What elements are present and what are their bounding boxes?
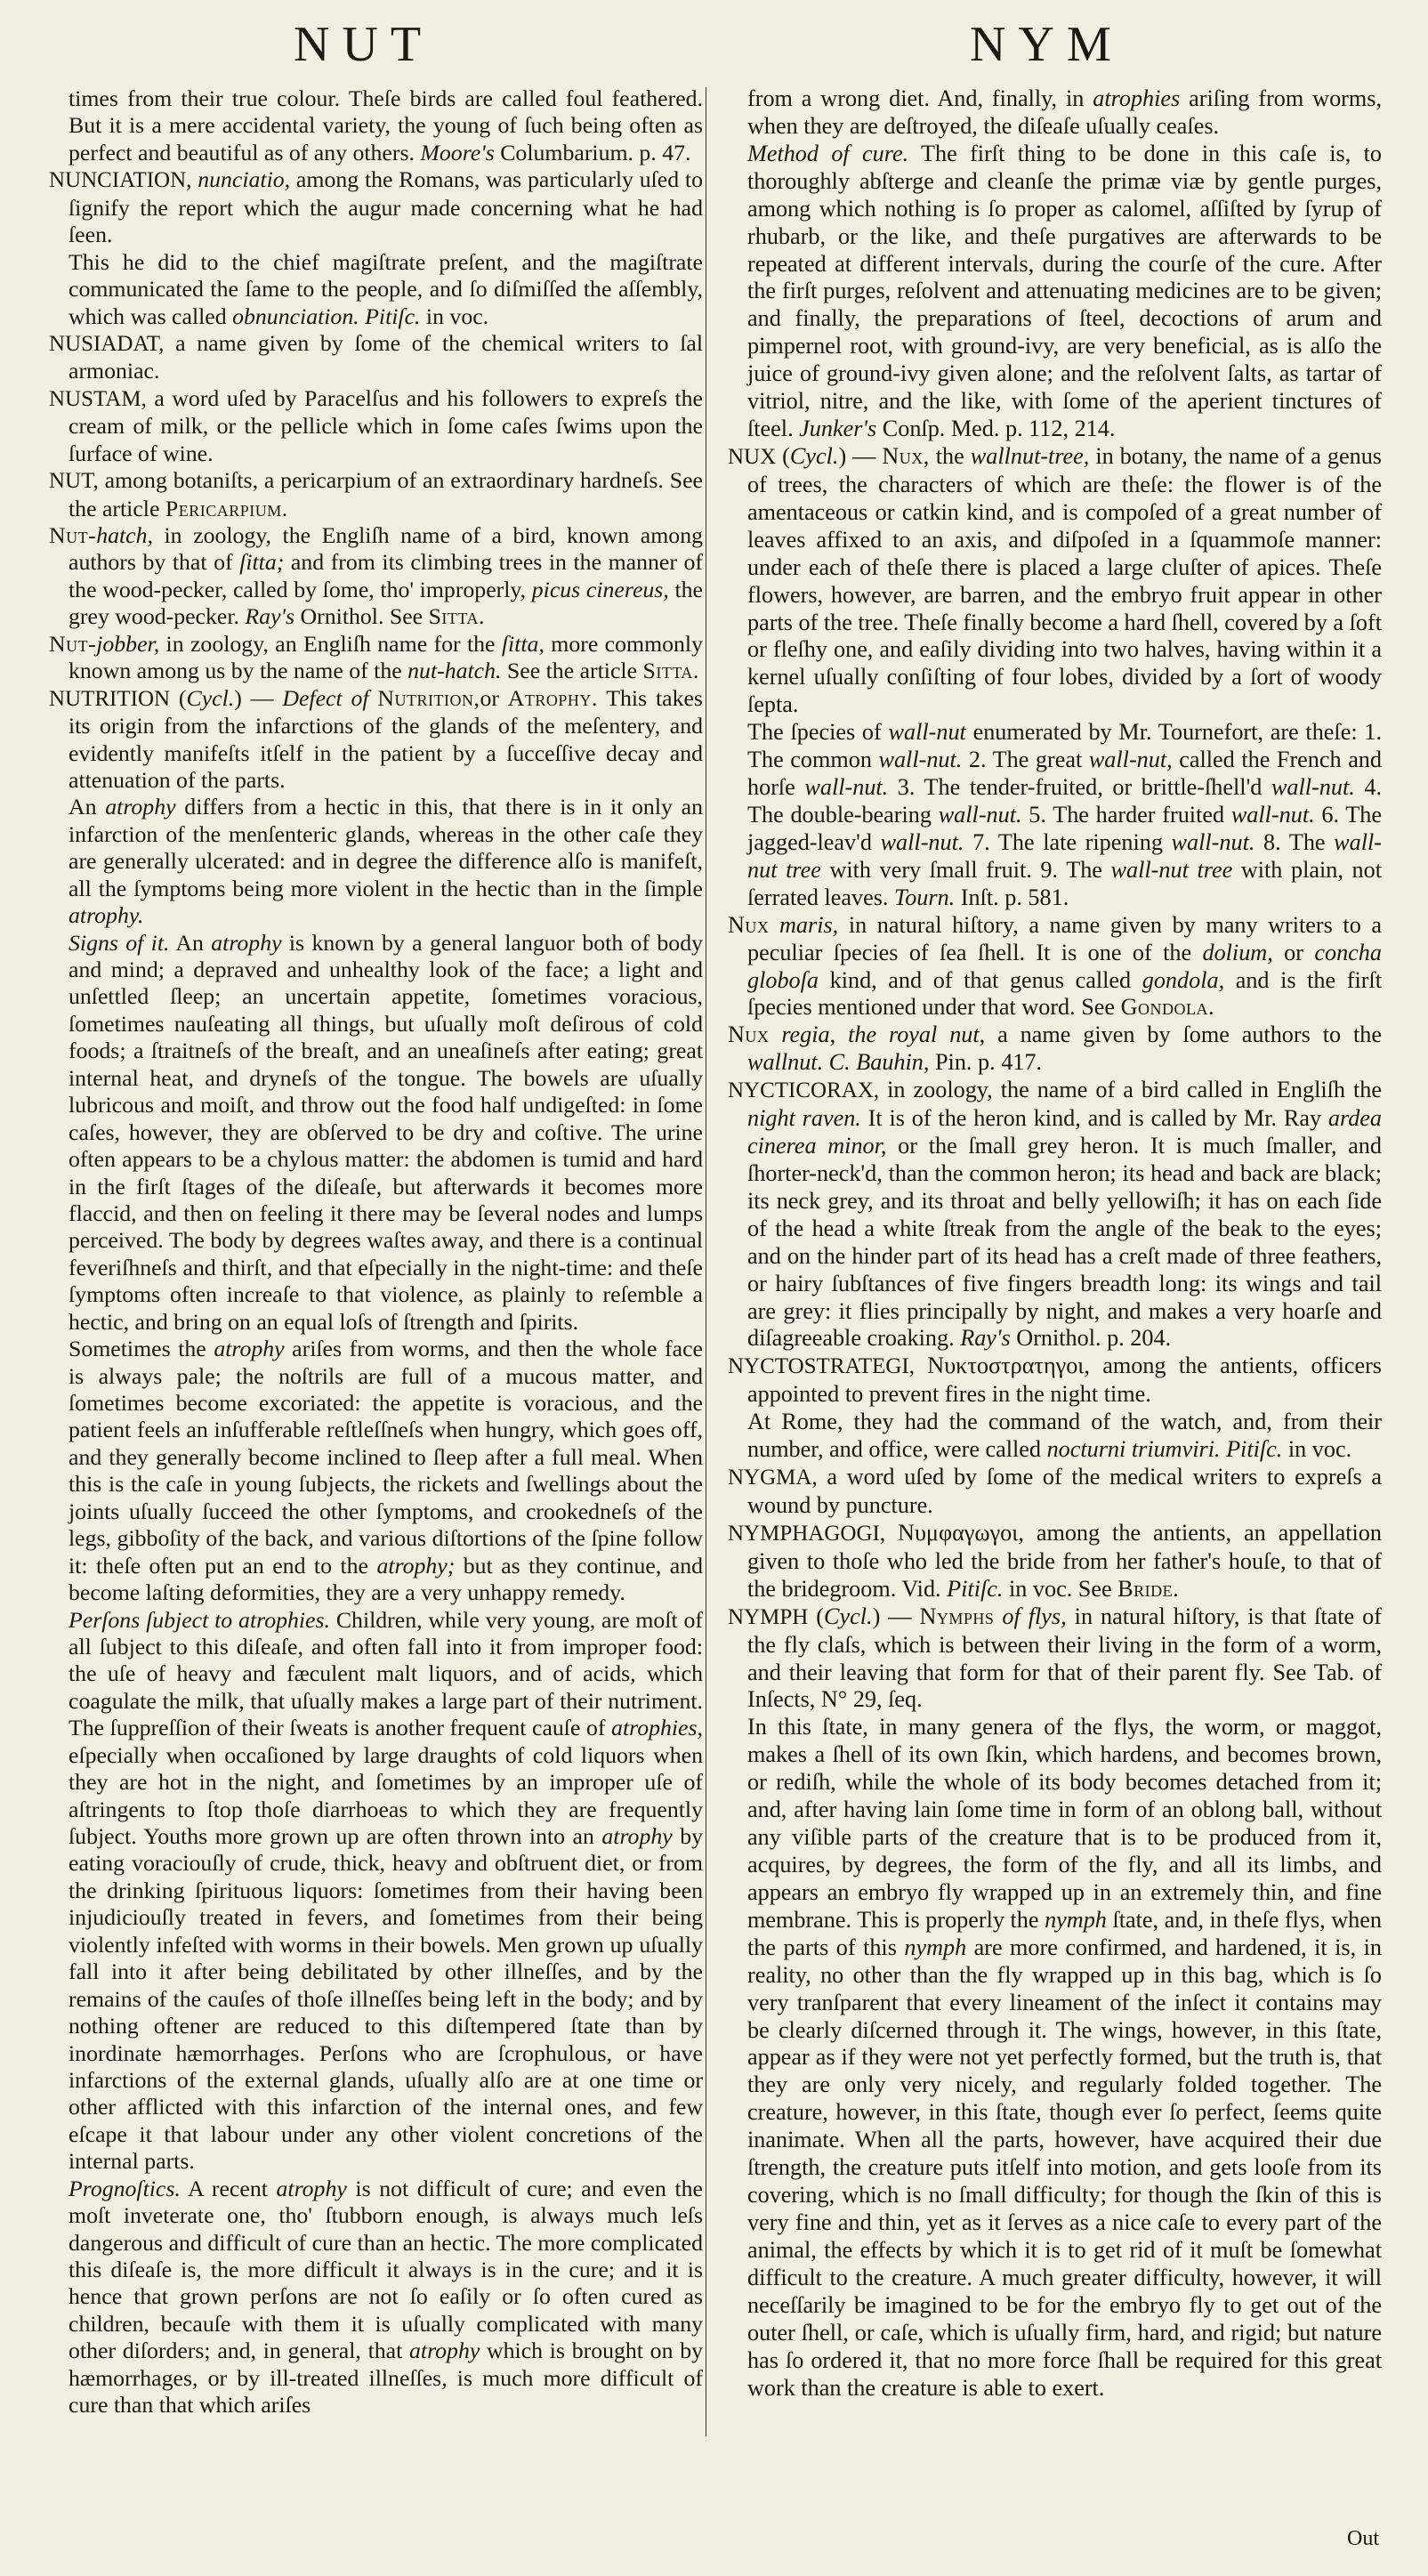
text-run: Nux, xyxy=(882,442,930,469)
text-run: a name given by ſome of the chemical writers to ſal armoniac. xyxy=(69,329,703,384)
text-run: in botany, the name of a genus of trees, the characters of which are theſe: the flower is of the amentaceous or catkin kind, and is compoſed of a great number of leaves affixed to an axis, and diſpoſed in a ſquammoſe manner: under each of theſe there is placed a large cluſter of apices. Theſe flowers, however, are barren, and the embryo fruit appear in other parts of the tree. Theſe finally become a hard ſhell, covered by a ſoft or fleſhy one, and eaſily dividing into two halves, having within it a kernel uſually conſiſting of four lobes, divided by a ſort of woody ſepta. xyxy=(747,442,1382,718)
text-run: ( xyxy=(808,1603,825,1629)
text-run xyxy=(769,912,779,938)
text-run: atrophy xyxy=(211,929,282,956)
text-run: times from their true colour. Theſe birds are called foul feathered. But it is a mere accidental variety, the young of ſuch being often as perfect and beautiful as of any others. xyxy=(69,85,703,166)
text-run: eſpecially when occaſioned by large draughts of cold liquors when they are hot in the night, and ſometimes by an improper uſe of aſtringents to ſtop thoſe diarrhoeas to which they are frequently ſubject. Youths more grown up are often thrown into an xyxy=(69,1741,703,1849)
dictionary-entry xyxy=(49,166,703,248)
text-run: 7. The late ripening xyxy=(964,828,1172,855)
text-run: Method of cure. xyxy=(747,140,909,166)
text-run: a word uſed by Paracelſus and his followers to expreſs the cream of milk, or the pellicle which in ſome caſes ſwims upon the ſurface of wine. xyxy=(69,384,703,466)
text-run: This he did to the chief magiſtrate preſent, and the magiſtrate communicated the ſame to the people, and ſo diſmiſſed the aſſembly, which was called xyxy=(69,248,703,329)
text-run: more commonly known among us by the name of the xyxy=(69,630,703,684)
entry-paragraph xyxy=(728,719,1382,911)
text-run: wall-nut. xyxy=(880,828,964,855)
text-run: maris, xyxy=(779,911,839,938)
text-run: ( xyxy=(170,684,187,711)
text-run: An xyxy=(169,929,212,956)
entry-paragraph xyxy=(49,794,703,929)
text-run: atrophy xyxy=(276,2175,347,2201)
text-run: atrophies, xyxy=(611,1715,703,1741)
text-run: a name given by ſome authors to the xyxy=(985,1022,1382,1048)
text-run: or xyxy=(1272,939,1315,965)
text-run: Defect of xyxy=(282,684,369,711)
text-run: Columbarium. p. 47. xyxy=(494,139,691,166)
text-run: Cycl. xyxy=(789,442,839,469)
entry-headword: NUX xyxy=(728,444,777,469)
text-run: atrophy xyxy=(105,794,176,820)
text-run: Pitiſc. xyxy=(365,303,421,329)
text-run: ) — xyxy=(872,1603,920,1629)
text-run: 2. The great xyxy=(962,747,1089,773)
entry-headword: NYMPHAGOGI, xyxy=(728,1521,886,1546)
text-run: nymph xyxy=(1045,1906,1107,1933)
text-run: a word uſed by ſome of the medical writers to expreſs a wound by puncture. xyxy=(747,1464,1382,1519)
dictionary-entry xyxy=(728,1022,1382,1077)
text-run: atrophy xyxy=(214,1336,285,1362)
text-run: Νυκτοστρατηγοι, among the antients, officers appointed to prevent fires in the night time. xyxy=(747,1353,1382,1408)
entry-paragraph xyxy=(728,1409,1382,1464)
text-run: A recent xyxy=(180,2175,277,2201)
text-run: of flys, xyxy=(1002,1603,1067,1629)
text-run: ) — xyxy=(838,442,883,469)
text-run: Pitiſc. xyxy=(947,1575,1004,1602)
dictionary-entry xyxy=(49,631,703,685)
text-run: the xyxy=(929,442,971,469)
text-run: ) — xyxy=(234,684,283,711)
text-run: regia, the royal nut, xyxy=(781,1022,986,1048)
text-run: 6. The jagged-leav'd xyxy=(747,801,1383,855)
text-run: In this ſtate, in many genera of the flys, the worm, or maggot, makes a ſhell of its own ſkin, which hardens, and becomes brown, or rediſh, while the whole of its body becomes detached from it; and, after having lain ſome time in form of an oblong ball, without any viſible parts of the creature that is to be produced from it, acquires, by degrees, the form of the fly, and all its limbs, and appears an embryo fly wrapped up in an extremely thin, and fine membrane. This is properly the xyxy=(747,1714,1382,1933)
running-head-left: NUT xyxy=(294,17,434,72)
dictionary-entry xyxy=(728,1520,1382,1603)
text-run: wall-nut. xyxy=(1230,801,1315,828)
text-run: which is brought on by hæmorrhages, or by ill-treated illneſſes, is much more difficult of cure than that which ariſes xyxy=(69,2338,703,2419)
text-run: Bride. xyxy=(1117,1575,1180,1602)
text-run: This takes its origin from the infarctions of the glands of the meſentery, and evidently manifeſts itſelf in the patient by a ſucceſſive decay and attenuation of the parts. xyxy=(69,684,703,793)
text-run: or the ſmall grey heron. It is much ſmaller, and ſhorter-neck'd, than the common heron; its head and back are black; its neck grey, and its throat and belly yellowiſh; it has on each ſide of the head a white ſtreak from the angle of the beak to the eyes; and on the hinder part of its head has a creſt made of three feathers, or hairy ſubſtances of five fingers breadth long: its wings and tail are grey: it flies principally by night, and makes a very hoarſe and diſagreeable croaking. xyxy=(747,1133,1382,1352)
dictionary-entry xyxy=(49,385,703,467)
dictionary-entry xyxy=(728,1464,1382,1520)
text-run: wall-nut. xyxy=(878,747,963,773)
text-run: Sitta. xyxy=(428,603,485,630)
text-run: among botaniſts, a pericarpium of an extraordinary hardneſs. See the article xyxy=(69,467,703,521)
text-run: 3. The tender-fruited, or brittle-ſhell'd xyxy=(888,774,1271,801)
dictionary-entry xyxy=(49,330,703,385)
text-run: Sometimes the xyxy=(69,1336,214,1362)
text-run: dolium, xyxy=(1202,939,1273,965)
text-run: Tourn. xyxy=(894,884,956,910)
text-run: C. Bauhin, xyxy=(828,1049,930,1076)
text-run: Cycl. xyxy=(186,684,235,711)
text-run: in voc. See xyxy=(1003,1575,1118,1602)
text-run: Νυμφαγωγοι, among the antients, an appellation given to thoſe who led the bride from her father's houſe, to that of the bridegroom. Vid. xyxy=(747,1519,1382,1602)
text-run: night raven. xyxy=(747,1105,861,1132)
text-run: wall-nut tree xyxy=(747,828,1383,883)
text-run: Ornithol. See xyxy=(294,603,429,630)
text-run: from a wrong diet. And, finally, in xyxy=(747,85,1093,111)
text-run: Moore's xyxy=(420,139,495,166)
text-run: the grey wood-pecker. xyxy=(69,576,703,630)
text-run: See the article xyxy=(501,658,643,684)
text-run: wall-nut. xyxy=(1171,828,1255,855)
text-run: Inſt. p. 581. xyxy=(955,884,1069,910)
text-run: nocturni triumviri. xyxy=(1046,1436,1221,1463)
text-run: Pitiſc. xyxy=(1226,1436,1283,1463)
text-run: nut-hatch. xyxy=(407,658,502,684)
entry-headword: NYGMA, xyxy=(728,1466,818,1490)
text-run: Prognoſtics. xyxy=(69,2175,181,2201)
text-run: gondola, xyxy=(1142,966,1225,993)
text-run: is known by a general languor both of body and mind; a depraved and unhealthy look of the face; a light and unſettled ſleep; an uncertain appetite, ſometimes voracious, ſometimes nauſeating all things, but uſually moſt deſirous of cold foods; a ſtraitneſs of the breaſt, and an uneaſineſs after eating; great internal heat, and dryneſs of the tongue. The bowels are uſually lubricous and moiſt, and throw out the food half undigeſted: in ſome caſes, however, they are obſerved to be dry and coſtive. The urine often appears to be a chylous matter: the abdomen is tumid and hard in the firſt ſtages of the diſeaſe, but afterwards it becomes more flaccid, and then on feeling it there may be ſeveral nodes and lumps perceived. The body by degrees waſtes away, and there is a continual feveriſhneſs and thirſt, and that eſpecially in the night-time: and theſe ſymptoms often increaſe to that violence, as plainly to reſemble a hectic, and bring on an equal loſs of ſtrength and ſpirits. xyxy=(69,929,703,1335)
text-run: in zoology, the name of a bird called in Engliſh the xyxy=(879,1077,1382,1103)
text-run: is not difficult of cure; and even the moſt inveterate one, tho' ſtubborn enough, is always much leſs dangerous and difficult of cure than an hectic. The more complicated this diſeaſe is, the more difficult it always is in the cure; and it is hence that grown perſons are not ſo eaſily or ſo often cured as children, becauſe with them it is uſually complicated with many other diſorders; and, in general, that xyxy=(69,2175,703,2364)
text-run: enumerated by Mr. Tournefort, are theſe: 1. The common xyxy=(747,719,1383,773)
dictionary-entry xyxy=(728,443,1382,719)
text-run: Pin. p. 417. xyxy=(929,1049,1043,1076)
dictionary-entry xyxy=(728,1353,1382,1409)
text-run: called the French and horſe xyxy=(747,747,1382,801)
text-run xyxy=(369,685,378,711)
entry-paragraph xyxy=(49,249,703,330)
text-run: The ſpecies of xyxy=(747,719,889,746)
dictionary-entry xyxy=(49,685,703,795)
entry-headword: NUT, xyxy=(49,469,99,494)
text-run: Atrophy. xyxy=(507,684,598,711)
running-head xyxy=(0,16,1428,78)
text-run: atrophy; xyxy=(376,1552,456,1579)
text-run: but as they continue, and become laſting deformities, they are a very unhappy remedy. xyxy=(69,1552,704,1606)
text-run: nunciatio, xyxy=(198,166,291,193)
text-run: concha globoſa xyxy=(747,939,1382,993)
text-run: It is of the heron kind, and is called by Mr. Ray xyxy=(860,1105,1328,1132)
left-column xyxy=(49,85,703,2419)
text-run: At Rome, they had the command of the watch, and, from their number, and office, were called xyxy=(747,1409,1382,1463)
text-run: hatch, xyxy=(96,522,153,548)
text-run: Conſp. Med. p. 112, 214. xyxy=(876,416,1116,442)
text-run: wall-nut, xyxy=(1088,747,1173,773)
text-run: wall-nut. xyxy=(804,774,889,801)
text-run: Pericarpium. xyxy=(165,495,288,521)
text-run: wall-nut xyxy=(888,719,966,746)
text-run: wall-nut tree xyxy=(1110,856,1233,883)
text-run: Junker's xyxy=(799,416,877,442)
entry-paragraph xyxy=(49,930,703,1336)
text-run: are more confirmed, and hardened, it is, in reality, no other than the fly wrapped up in this bag, which is ſo very tranſparent that every lineament of the inſect it contains may be clearly diſcerned through it. The wings, however, in this ſtate, appear as if they were not yet perfectly formed, but the truth is, that they are only very nicely, and regularly folded together. The creature, however, in this ſtate, though ever ſo perfect, ſeems quite inanimate. When all the parts, however, have acquired their due ſtrength, the creature puts itſelf into motion, and gets looſe from its covering, which is no ſmall difficulty; for though the ſkin of this is very fine and thin, yet as it ſerves as a nice caſe to every part of the animal, the effects by which it is to get rid of it muſt be ſomewhat difficult to the creature. A much greater difficulty, however, it will neceſſarily be imagined to be for the embryo fly to get out of the outer ſhell, or caſe, which is uſually firm, hard, and rigid; but nature has ſo ordered it, that no more force ſhall be required for this great work than the creature is able to exert. xyxy=(747,1934,1382,2401)
entry-paragraph xyxy=(49,1336,703,1606)
right-column xyxy=(728,85,1382,2402)
text-run: 4. The double-bearing xyxy=(747,774,1383,828)
text-run: ardea cinerea minor, xyxy=(747,1105,1382,1159)
text-run: Nux xyxy=(728,1022,770,1048)
text-run: among the Romans, was particularly uſed to ſignify the report which the augur made concerning what he had ſeen. xyxy=(69,166,703,248)
text-run: ( xyxy=(776,442,790,469)
text-run: Nut- xyxy=(49,630,97,657)
text-run xyxy=(769,1022,781,1047)
entry-paragraph xyxy=(728,1714,1382,2402)
text-run: ariſes from worms, and then the whole face is always pale; the noſtrils are full of a mucous matter, and ſometimes become excoriated: the appetite is voracious, and the patient feels an inſufferable reſtleſſneſs when hungry, which goes off, and they generally become inclined to ſleep after a full meal. When this is the caſe in young ſubjects, the rickets and ſwellings about the joints uſually ſucceed the other ſymptoms, and crookedneſs of the legs, gibboſity of the back, and various diſtortions of the ſpine follow it: theſe often put an end to the xyxy=(69,1336,703,1579)
text-run: jobber, xyxy=(96,630,160,657)
text-run: Ornithol. p. 204. xyxy=(1010,1325,1172,1352)
text-run: Ray's xyxy=(245,603,295,630)
entry-headword: NYCTICORAX, xyxy=(728,1078,880,1103)
text-run: Perſons ſubject to atrophies. xyxy=(69,1606,330,1633)
entry-headword: NUSIADAT, xyxy=(49,331,165,356)
dictionary-entry xyxy=(49,522,703,631)
text-run: atrophy xyxy=(409,2338,480,2364)
text-run: Sitta. xyxy=(642,658,699,684)
text-run: in natural hiſtory, is that ſtate of the fly claſs, which is between their living in the form of a worm, and their leaving that form for that of their parent fly. See Tab. of Inſects, N° 29, ſeq. xyxy=(747,1603,1382,1713)
text-run: kind, and of that genus called xyxy=(819,966,1142,993)
text-run: Nymphs xyxy=(919,1603,995,1629)
text-run: wallnut. xyxy=(747,1049,824,1076)
text-run: Children, while very young, are moſt of all ſubject to this diſeaſe, and often fall into it from improper food: the uſe of heavy and fæculent malt liquors, and of acids, which coagulate the milk, that uſually makes a large part of their nutriment. The ſuppreſſion of their ſweats is another frequent cauſe of xyxy=(69,1606,703,1741)
text-run: wall-nut. xyxy=(938,801,1022,828)
text-run: in voc. xyxy=(1282,1436,1352,1463)
text-run: atrophy xyxy=(601,1823,673,1849)
text-run: and is the firſt ſpecies mentioned under that word. See xyxy=(747,966,1382,1021)
entry-headword: NYCTOSTRATEGI, xyxy=(728,1354,915,1379)
text-run: or xyxy=(480,684,508,711)
dictionary-entry xyxy=(728,1603,1382,1715)
text-run: and from its climbing trees in the manner of the wood-pecker, called by ſome, tho' improperly, xyxy=(69,549,704,602)
text-run: in natural hiſtory, a name given by many writers to a peculiar ſpecies of ſea ſhell. It is one of the xyxy=(747,911,1383,965)
entry-paragraph xyxy=(728,141,1382,443)
text-run: differs from a hectic in this, that there is in it only an infarction of the menſenteric glands, whereas in the other caſe they are generally ulcerated: and in degree the difference alſo is manifeſt, all the ſymptoms being more violent in the hectic than in the ſimple xyxy=(69,794,703,901)
text-run: 5. The harder fruited xyxy=(1021,801,1231,828)
text-run: Nutrition, xyxy=(377,684,480,711)
text-run: wall-nut. xyxy=(1271,774,1355,801)
text-run: with very ſmall fruit. 9. The xyxy=(820,856,1111,883)
text-run: picus cinereus, xyxy=(531,576,669,602)
entry-paragraph xyxy=(49,2176,703,2419)
dictionary-entry xyxy=(728,1077,1382,1353)
text-run: Gondola. xyxy=(1120,994,1215,1021)
text-run: obnunciation. xyxy=(232,303,359,329)
text-run: with plain, not ſerrated leaves. xyxy=(747,856,1382,910)
entry-headword: NUNCIATION, xyxy=(49,168,192,193)
entry-paragraph xyxy=(728,85,1382,141)
text-run: ſtate, and, in theſe flys, when the parts of this xyxy=(747,1906,1382,1960)
text-run: An xyxy=(69,794,106,820)
text-run: in zoology, an Engliſh name for the xyxy=(159,630,502,657)
running-head-right: NYM xyxy=(970,17,1124,72)
entry-headword: NUTRITION xyxy=(49,686,171,711)
catchword: Out xyxy=(1347,2527,1379,2550)
text-run: ariſing from worms, when they are deſtroyed, the diſeaſe uſually ceaſes. xyxy=(747,85,1382,139)
text-run: Cycl. xyxy=(824,1603,873,1629)
text-run: nymph xyxy=(904,1934,967,1960)
text-run: in voc. xyxy=(420,303,489,329)
entry-headword: NUSTAM, xyxy=(49,386,147,411)
text-run: ſitta; xyxy=(239,549,285,576)
dictionary-entry xyxy=(49,467,703,522)
text-run: Nut- xyxy=(49,522,97,548)
text-run: The firſt thing to be done in this caſe is, to thoroughly abſterge and cleanſe the primæ viæ by gentle purges, among which nothing is ſo proper as calomel, aſſiſted by ſyrup of rhubarb, or the like, and theſe purgatives are afterwards to be repeated at different intervals, during the courſe of the cure. After the firſt purges, reſolvent and attenuating medicines are to be given; and finally, the preparations of ſteel, decoctions of arum and pimpernel root, with ground-ivy, are very beneficial, as is alſo the juice of ground-ivy given alone; and the reſolvent ſalts, as tartar of vitriol, nitre, and the like, with ſome of the aperient tinctures of ſteel. xyxy=(747,140,1382,442)
text-run: Nux xyxy=(728,911,770,938)
dictionary-entry xyxy=(728,912,1382,1022)
text-run: ſitta, xyxy=(501,630,545,657)
entry-headword: NYMPH xyxy=(728,1604,809,1629)
text-run: in zoology, the Engliſh name of a bird, known among authors by that of xyxy=(69,522,703,576)
text-run: atrophy. xyxy=(69,902,144,929)
entry-paragraph xyxy=(49,85,703,166)
entry-paragraph xyxy=(49,1607,703,2176)
text-run: atrophies xyxy=(1093,85,1181,111)
text-run: wallnut-tree, xyxy=(970,442,1090,469)
text-run: Signs of it. xyxy=(69,929,170,956)
text-run: Ray's xyxy=(960,1325,1011,1352)
text-run: 8. The xyxy=(1255,828,1335,855)
text-run: by eating voraciouſly of crude, thick, heavy and obſtruent diet, or from the drinking ſpirituous liquors: ſometimes from their having been injudiciouſly treated in fevers, and ſometimes from their being violently infeſted with worms in their bowels. Men grown up uſually fall into it after being debilitated by other illneſſes, and by the remains of the cauſes of thoſe illneſſes being left in the body; and by nothing oftener are reduced to this diſtempered ſtate than by inordinate hæmorrhages. Perſons who are ſcrophulous, or have infarctions of the external glands, uſually alſo are at one time or other afflicted with this infarction of the internal ones, and few eſcape it that labour under any other violent concretions of the internal parts. xyxy=(69,1823,703,2175)
